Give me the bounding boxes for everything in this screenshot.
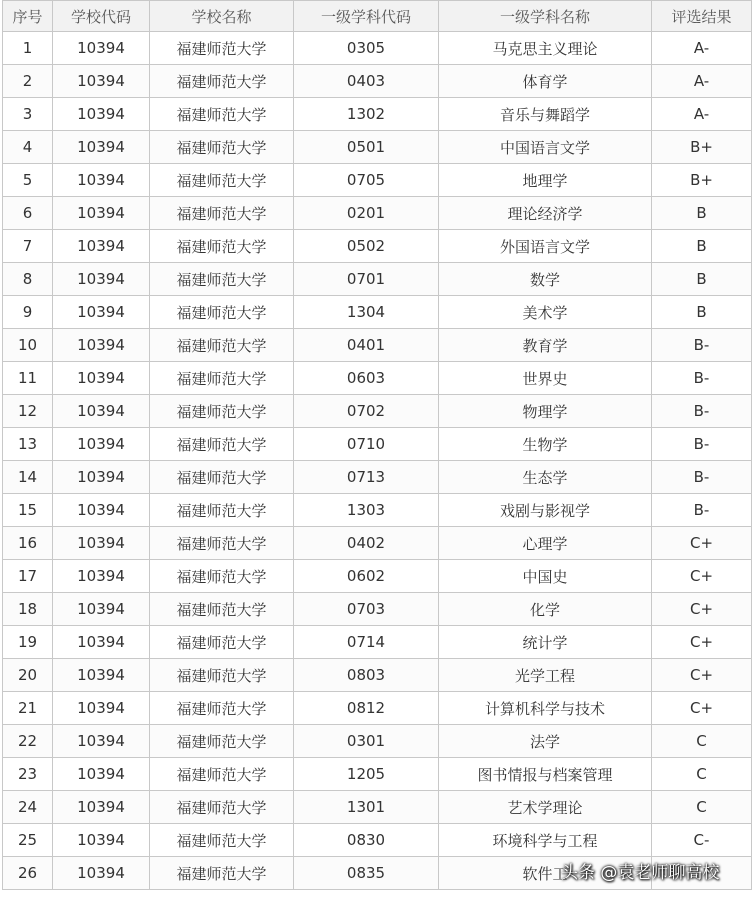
cell-subject-code: 0713 [294,461,439,494]
cell-school-code: 10394 [53,758,150,791]
cell-subject-code: 0201 [294,197,439,230]
cell-subject-code: 0501 [294,131,439,164]
cell-index: 4 [3,131,53,164]
cell-school-name: 福建师范大学 [150,857,294,890]
cell-school-code: 10394 [53,527,150,560]
cell-school-name: 福建师范大学 [150,659,294,692]
cell-result: C+ [652,560,752,593]
cell-school-code: 10394 [53,32,150,65]
cell-school-code: 10394 [53,296,150,329]
cell-school-code: 10394 [53,230,150,263]
cell-subject-name: 法学 [439,725,652,758]
results-table [2,0,752,890]
table-row [3,593,752,626]
table-row [3,626,752,659]
cell-school-name: 福建师范大学 [150,560,294,593]
cell-subject-code: 0401 [294,329,439,362]
cell-result: C+ [652,626,752,659]
cell-school-name: 福建师范大学 [150,263,294,296]
cell-school-code: 10394 [53,131,150,164]
cell-school-code: 10394 [53,692,150,725]
cell-result: C+ [652,659,752,692]
table-row [3,296,752,329]
cell-subject-code: 1303 [294,494,439,527]
table-row [3,32,752,65]
cell-school-code: 10394 [53,164,150,197]
cell-index: 10 [3,329,53,362]
cell-subject-name: 音乐与舞蹈学 [439,98,652,131]
cell-index: 22 [3,725,53,758]
cell-school-code: 10394 [53,626,150,659]
cell-subject-code: 0602 [294,560,439,593]
header-school-code: 学校代码 [53,1,150,32]
cell-subject-name: 世界史 [439,362,652,395]
cell-school-code: 10394 [53,461,150,494]
cell-subject-code: 0705 [294,164,439,197]
cell-index: 7 [3,230,53,263]
cell-school-code: 10394 [53,362,150,395]
cell-school-name: 福建师范大学 [150,230,294,263]
cell-result: C [652,758,752,791]
cell-index: 23 [3,758,53,791]
cell-result: B+ [652,164,752,197]
cell-result: B [652,296,752,329]
cell-school-name: 福建师范大学 [150,164,294,197]
cell-subject-code: 0710 [294,428,439,461]
cell-subject-name: 生物学 [439,428,652,461]
cell-subject-name: 物理学 [439,395,652,428]
cell-result: B [652,263,752,296]
table-header [3,1,752,32]
cell-result: A- [652,65,752,98]
cell-subject-name: 数学 [439,263,652,296]
cell-school-code: 10394 [53,494,150,527]
cell-subject-name: 化学 [439,593,652,626]
cell-school-name: 福建师范大学 [150,725,294,758]
cell-subject-name: 艺术学理论 [439,791,652,824]
cell-school-name: 福建师范大学 [150,395,294,428]
cell-result: A- [652,98,752,131]
cell-subject-name: 体育学 [439,65,652,98]
cell-subject-name: 中国语言文学 [439,131,652,164]
cell-subject-code: 0701 [294,263,439,296]
cell-subject-code: 0835 [294,857,439,890]
table-row [3,791,752,824]
cell-subject-name: 光学工程 [439,659,652,692]
cell-subject-name: 计算机科学与技术 [439,692,652,725]
cell-school-name: 福建师范大学 [150,197,294,230]
cell-subject-name: 地理学 [439,164,652,197]
cell-subject-name: 软件工 [439,857,652,890]
cell-subject-code: 0402 [294,527,439,560]
cell-index: 14 [3,461,53,494]
cell-school-name: 福建师范大学 [150,461,294,494]
cell-subject-code: 1301 [294,791,439,824]
cell-index: 3 [3,98,53,131]
cell-result: B+ [652,131,752,164]
cell-index: 26 [3,857,53,890]
table-row [3,461,752,494]
table-row [3,692,752,725]
cell-school-name: 福建师范大学 [150,824,294,857]
cell-school-name: 福建师范大学 [150,32,294,65]
cell-subject-code: 0305 [294,32,439,65]
cell-school-code: 10394 [53,65,150,98]
cell-result: A- [652,32,752,65]
header-subject-name: 一级学科名称 [439,1,652,32]
cell-school-code: 10394 [53,98,150,131]
cell-school-name: 福建师范大学 [150,296,294,329]
table-row [3,362,752,395]
cell-index: 25 [3,824,53,857]
cell-index: 6 [3,197,53,230]
cell-school-code: 10394 [53,593,150,626]
cell-subject-name: 中国史 [439,560,652,593]
cell-subject-code: 0301 [294,725,439,758]
cell-subject-name: 生态学 [439,461,652,494]
cell-result: B- [652,395,752,428]
cell-school-name: 福建师范大学 [150,791,294,824]
cell-result: B- [652,362,752,395]
cell-result: B- [652,329,752,362]
cell-subject-code: 1302 [294,98,439,131]
cell-subject-name: 马克思主义理论 [439,32,652,65]
cell-school-code: 10394 [53,857,150,890]
cell-school-code: 10394 [53,428,150,461]
cell-index: 11 [3,362,53,395]
cell-subject-code: 0403 [294,65,439,98]
table-row [3,560,752,593]
table-row [3,329,752,362]
cell-result: C- [652,824,752,857]
cell-index: 21 [3,692,53,725]
cell-subject-code: 0830 [294,824,439,857]
header-school-name: 学校名称 [150,1,294,32]
cell-index: 16 [3,527,53,560]
table-row [3,65,752,98]
cell-index: 5 [3,164,53,197]
table-row [3,230,752,263]
cell-school-name: 福建师范大学 [150,593,294,626]
cell-result: B- [652,461,752,494]
cell-result: C [652,791,752,824]
cell-subject-name: 心理学 [439,527,652,560]
cell-school-name: 福建师范大学 [150,626,294,659]
cell-subject-name: 外国语言文学 [439,230,652,263]
cell-school-code: 10394 [53,725,150,758]
cell-school-name: 福建师范大学 [150,131,294,164]
table-row [3,131,752,164]
cell-subject-code: 1205 [294,758,439,791]
table-row [3,824,752,857]
cell-subject-code: 0703 [294,593,439,626]
cell-school-code: 10394 [53,659,150,692]
cell-subject-name: 戏剧与影视学 [439,494,652,527]
header-subject-code: 一级学科代码 [294,1,439,32]
cell-subject-name: 环境科学与工程 [439,824,652,857]
cell-school-code: 10394 [53,197,150,230]
cell-result: C+ [652,692,752,725]
cell-subject-name: 统计学 [439,626,652,659]
header-row [3,1,752,32]
cell-subject-name: 美术学 [439,296,652,329]
cell-index: 12 [3,395,53,428]
cell-school-name: 福建师范大学 [150,527,294,560]
table-row [3,428,752,461]
cell-index: 17 [3,560,53,593]
cell-index: 8 [3,263,53,296]
cell-school-name: 福建师范大学 [150,494,294,527]
cell-index: 19 [3,626,53,659]
watermark-text: 头条 @袁老师聊高校 [561,863,720,883]
cell-school-name: 福建师范大学 [150,362,294,395]
cell-result: B- [652,494,752,527]
cell-school-name: 福建师范大学 [150,65,294,98]
cell-subject-name: 图书情报与档案管理 [439,758,652,791]
header-index: 序号 [3,1,53,32]
cell-school-name: 福建师范大学 [150,329,294,362]
cell-school-name: 福建师范大学 [150,98,294,131]
table-row [3,263,752,296]
cell-index: 18 [3,593,53,626]
cell-result: B [652,197,752,230]
cell-index: 1 [3,32,53,65]
cell-subject-name: 理论经济学 [439,197,652,230]
table-row [3,725,752,758]
table-row [3,98,752,131]
cell-index: 24 [3,791,53,824]
cell-subject-code: 0812 [294,692,439,725]
cell-school-code: 10394 [53,560,150,593]
table-row [3,395,752,428]
table-row [3,164,752,197]
cell-index: 2 [3,65,53,98]
cell-subject-code: 1304 [294,296,439,329]
cell-index: 13 [3,428,53,461]
cell-school-code: 10394 [53,791,150,824]
cell-result: B- [652,428,752,461]
table-row [3,494,752,527]
table-row [3,197,752,230]
cell-subject-code: 0714 [294,626,439,659]
table-row [3,758,752,791]
cell-school-name: 福建师范大学 [150,428,294,461]
cell-school-name: 福建师范大学 [150,692,294,725]
table-row [3,659,752,692]
cell-index: 9 [3,296,53,329]
cell-subject-code: 0702 [294,395,439,428]
cell-result: C+ [652,593,752,626]
cell-subject-code: 0502 [294,230,439,263]
header-result: 评选结果 [652,1,752,32]
cell-school-name: 福建师范大学 [150,758,294,791]
cell-school-code: 10394 [53,263,150,296]
table-body [3,32,752,890]
cell-subject-code: 0803 [294,659,439,692]
table-row [3,527,752,560]
cell-subject-name: 教育学 [439,329,652,362]
cell-result: C+ [652,527,752,560]
cell-subject-code: 0603 [294,362,439,395]
cell-school-code: 10394 [53,395,150,428]
cell-result: B [652,230,752,263]
cell-index: 15 [3,494,53,527]
cell-school-code: 10394 [53,329,150,362]
cell-school-code: 10394 [53,824,150,857]
cell-index: 20 [3,659,53,692]
cell-result: C [652,725,752,758]
